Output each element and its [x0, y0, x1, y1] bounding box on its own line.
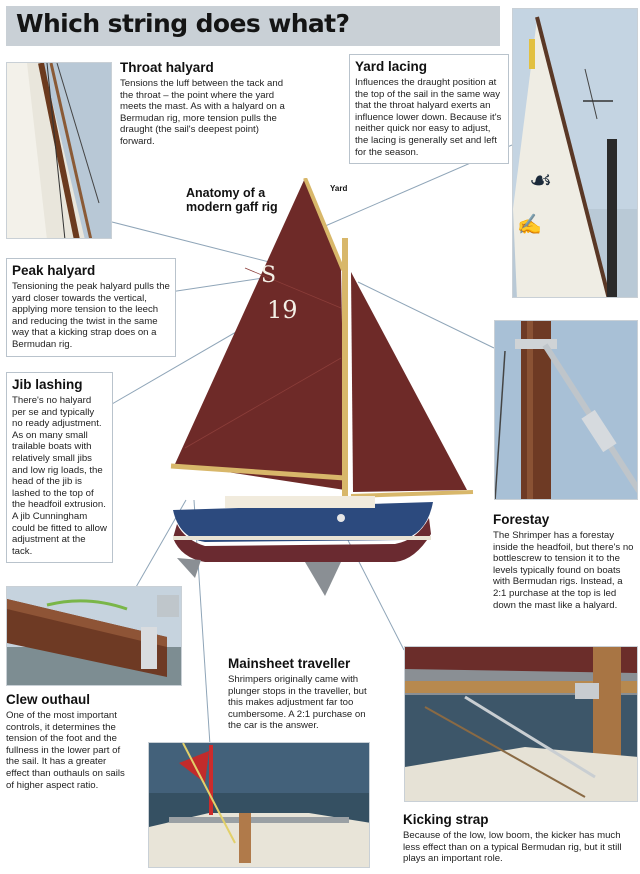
sail-letter: S [261, 263, 277, 288]
jib-lashing-heading: Jib lashing [12, 377, 83, 392]
throat-halyard-block [120, 60, 290, 148]
gaff-rig-illustration [165, 178, 485, 608]
clew-outhaul-heading: Clew outhaul [6, 692, 90, 707]
peak-halyard-heading: Peak halyard [12, 263, 96, 278]
throat-halyard-heading: Throat halyard [120, 60, 214, 75]
jib-lashing-text: There's no halyard per se and typically no ready adjustment. As on many small trailable boats with relatively small jibs and low rig loads, the head of the jib is lashed to the top of the headfoil extrusion. A jib Cunningham could be fitted to allow adjustment at the tack. [12, 395, 107, 557]
svg-text:☙: ☙ [529, 166, 553, 196]
throat-halyard-text: Tensions the luff between the tack and the throat – the point where the yard meets the mast. As with a halyard on a Bermudan rig, more tension pulls the draught (the sail's deepest point) forward. [120, 78, 285, 147]
forestay-block [493, 512, 635, 611]
mainsheet-traveller-heading: Mainsheet traveller [228, 656, 351, 671]
kicking-strap-text: Because of the low, low boom, the kicker has much less effect than on a typical Bermudan rig, but it still plays an important role. [403, 830, 622, 865]
yard-label: Yard [330, 184, 348, 193]
forestay-photo [494, 320, 638, 500]
throat-halyard-photo [6, 62, 112, 239]
kicking-strap-block [403, 812, 633, 865]
mainsheet-traveller-photo [148, 742, 370, 868]
yard-lacing-text: Influences the draught position at the top of the sail in the same way that the throat halyard exerts an influence lower down. Because it's neither quick nor easy to adjust, the lacing is generally set and left for the season. [355, 77, 502, 158]
forestay-heading: Forestay [493, 512, 550, 527]
clew-outhaul-block [6, 692, 128, 791]
clew-outhaul-photo [6, 586, 182, 686]
jib-sail [351, 272, 467, 492]
mainsheet-traveller-block [228, 656, 374, 732]
main-sail [175, 178, 348, 490]
jib-lashing-block [6, 372, 113, 563]
forestay-text: The Shrimper has a forestay inside the headfoil, but there's no bottlescrew to tension it to the levels typically found on boats with Bermudan rigs. Instead, a 2:1 purchase at the top is led down the mast like a halyard. [493, 530, 634, 611]
peak-halyard-block [6, 258, 176, 357]
clew-outhaul-text: One of the most important controls, it determines the tension of the foot and the fullness in the lower part of the sail. It has a greater effect than outhauls on sails of higher aspect ratio. [6, 710, 125, 791]
mainsheet-traveller-text: Shrimpers originally came with plunger stops in the traveller, but this makes adjustment far too cumbersome. A 2:1 purchase on the car is the answer. [228, 674, 367, 732]
kicking-strap-heading: Kicking strap [403, 812, 489, 827]
yard-lacing-photo [512, 8, 638, 298]
yard-lacing-block [349, 54, 509, 164]
anatomy-label: Anatomy of a modern gaff rig [186, 186, 278, 214]
sail-number: 19 [267, 296, 298, 324]
yard-lacing-heading: Yard lacing [355, 59, 428, 74]
mast [342, 238, 348, 496]
peak-halyard-text: Tensioning the peak halyard pulls the yard closer towards the vertical, applying more tension to the leech and reducing the twist in the same way that a kicking strap does on a Bermudan rig. [12, 281, 170, 350]
page-title: Which string does what? [16, 9, 350, 38]
kicking-strap-photo [404, 646, 638, 802]
svg-text:✍: ✍ [517, 212, 542, 236]
keel [305, 562, 341, 596]
